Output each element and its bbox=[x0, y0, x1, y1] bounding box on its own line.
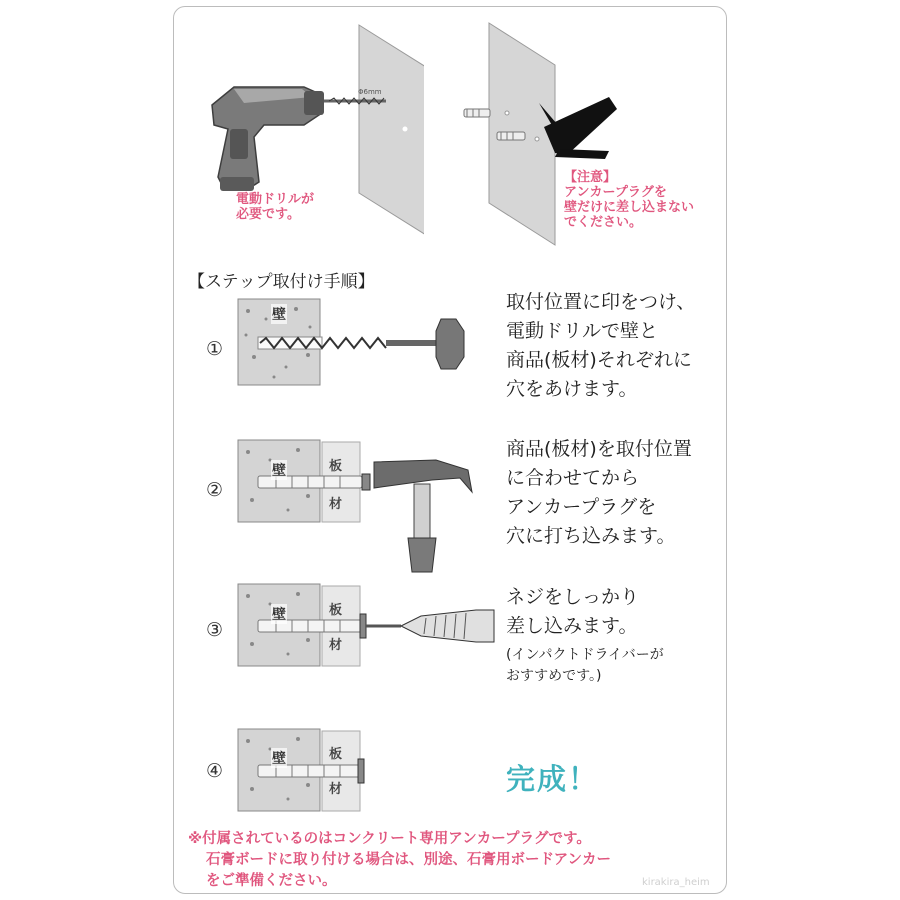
step2-description: 商品(板材)を取付位置 に合わせてから アンカープラグを 穴に打ち込みます。 bbox=[506, 438, 692, 547]
step1-description: 取付位置に印をつけ、 電動ドリルで壁と 商品(板材)それぞれに 穴をあけます。 bbox=[506, 291, 696, 400]
wall-label: 壁 bbox=[271, 604, 287, 624]
board-label: 板 bbox=[329, 459, 343, 474]
drill-note: 電動ドリルが 必要です。 bbox=[236, 192, 315, 222]
wall-label: 壁 bbox=[271, 748, 287, 768]
complete-label: 完成！ bbox=[506, 762, 600, 796]
step3-screw-illustration bbox=[236, 580, 501, 672]
step-number: ③ bbox=[206, 619, 224, 641]
board-label: 材 bbox=[329, 638, 343, 653]
board-label: 板 bbox=[329, 603, 343, 618]
board-label: 板 bbox=[329, 747, 343, 762]
step-number: ④ bbox=[206, 760, 224, 782]
step-number: ② bbox=[206, 479, 224, 501]
caution-note: 【注意】 アンカープラグを 壁だけに差し込まない でください。 bbox=[564, 170, 695, 230]
footer-note: ※付属されているのはコンクリート専用アンカープラグです。 石膏ボードに取り付ける場合は、別途、石膏用ボードアンカー をご準備ください。 bbox=[188, 831, 611, 889]
step3-description: ネジをしっかり 差し込みます。 bbox=[506, 586, 640, 637]
wall-label: 壁 bbox=[271, 460, 287, 480]
watermark: kirakira_heim bbox=[642, 877, 710, 888]
steps-title: 【ステップ取付け手順】 bbox=[188, 272, 375, 292]
step2-hammer-illustration bbox=[236, 432, 491, 582]
board-label: 材 bbox=[329, 497, 343, 512]
drill-size-label: Φ6mm bbox=[358, 88, 382, 96]
step4-complete-illustration bbox=[236, 725, 366, 815]
board-label: 材 bbox=[329, 782, 343, 797]
wall-label: 壁 bbox=[271, 304, 287, 324]
step3-subnote: (インパクトドライバーが おすすめです。) bbox=[506, 647, 664, 684]
instruction-card bbox=[173, 6, 727, 894]
step-number: ① bbox=[206, 338, 224, 360]
